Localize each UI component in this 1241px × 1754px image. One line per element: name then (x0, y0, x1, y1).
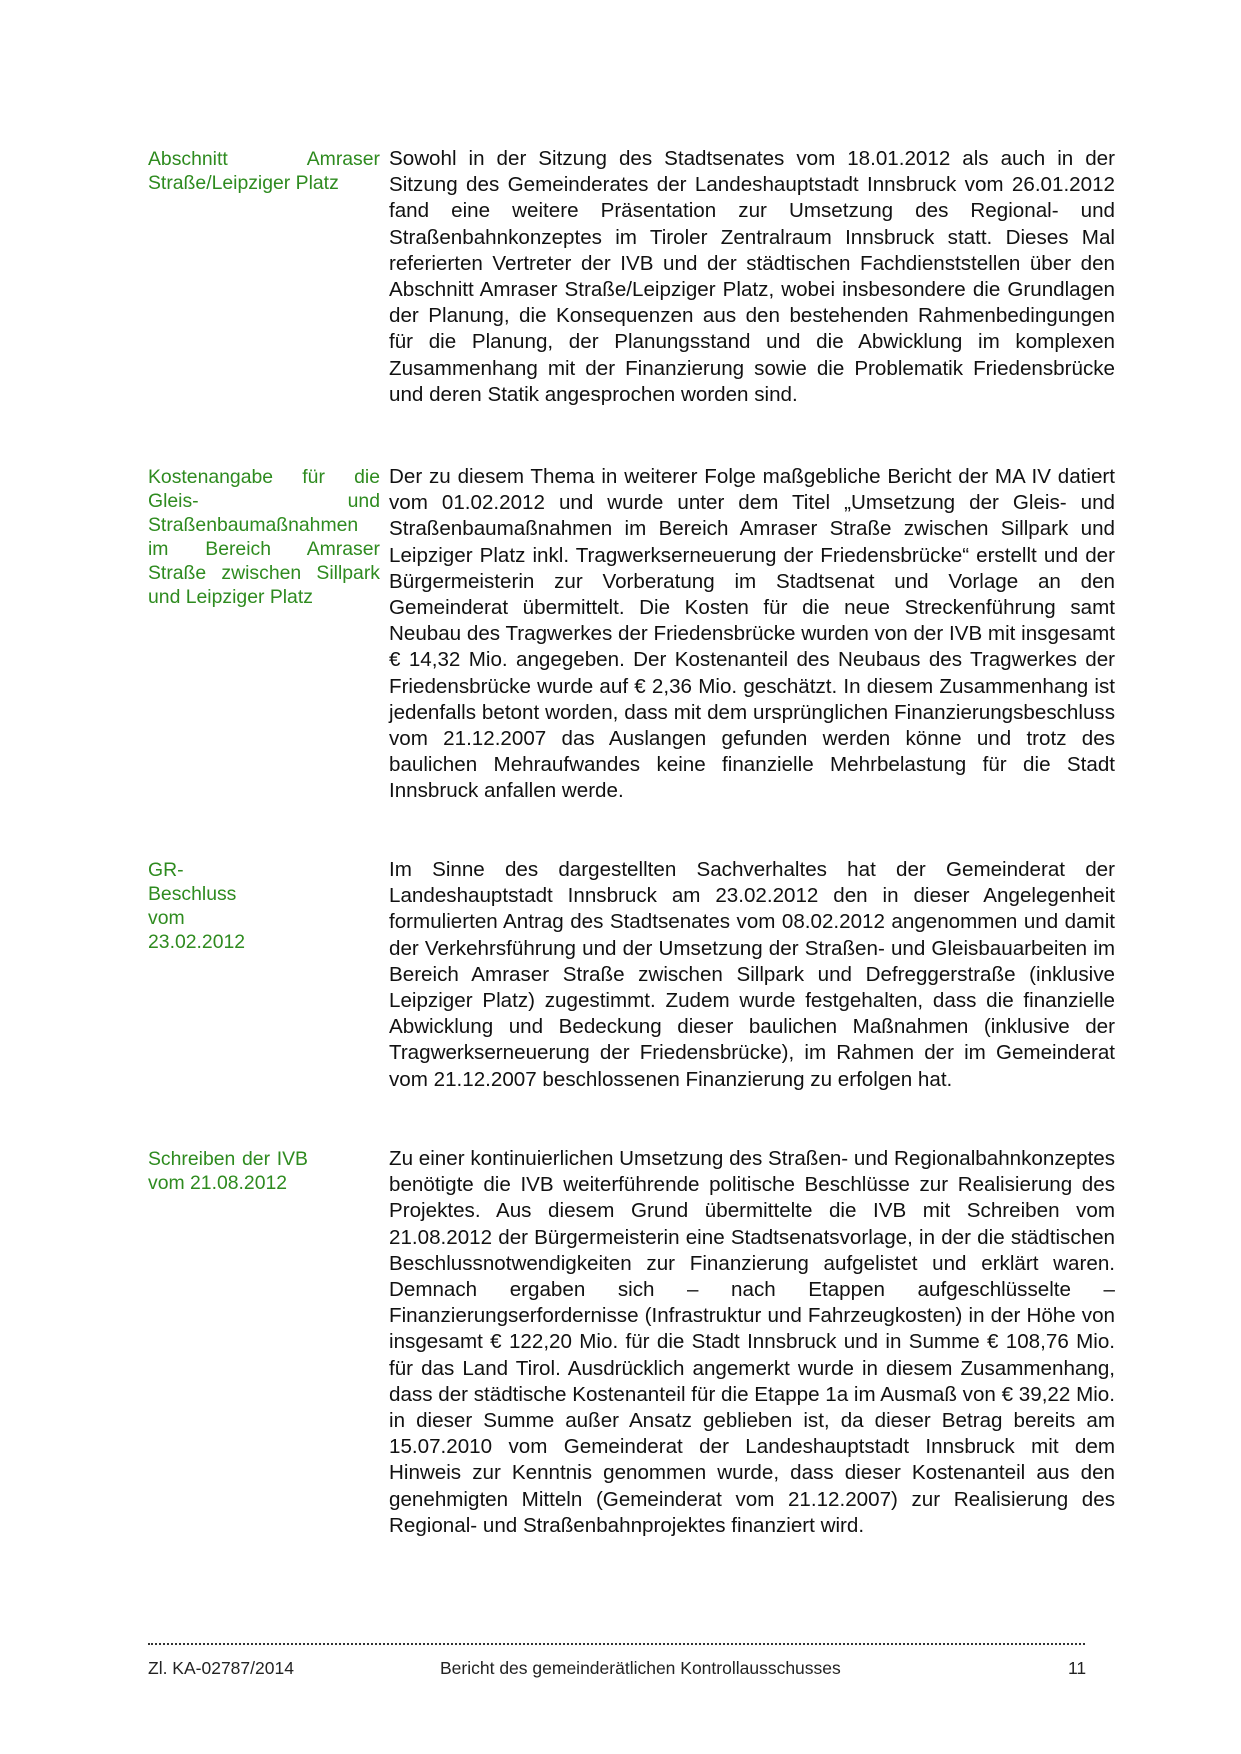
margin-note: Abschnitt Amraser Straße/Leipziger Platz (148, 148, 380, 194)
footer-reference: Zl. KA-02787/2014 (148, 1658, 294, 1678)
body-paragraph: Der zu diesem Thema in weiterer Folge maßgebliche Bericht der MA IV datiert vom 01.02.2012 und wurde unter dem Titel „Umsetzung der Gleis- und Straßenbaumaßnahmen im Bereich Amraser Straße zwischen Sillpark und Leipziger Platz inkl. Tragwerkserneuerung der Friedensbrücke“ erstellt und der Bürgermeisterin zur Vorberatung im Stadtsenat und Vorlage an den Gemeinderat übermittelt. Die Kosten für die neue Streckenführung samt Neubau des Tragwerkes der Friedensbrücke wurden von der IVB mit insgesamt € 14,32 Mio. angegeben. Der Kostenanteil des Neubaus des Tragwerkes der Friedensbrücke wurde auf € 2,36 Mio. geschätzt. In diesem Zusammenhang ist jedenfalls betont worden, dass mit dem ursprünglichen Finanzierungsbeschluss vom 21.12.2007 das Auslangen gefunden werden könne und trotz des baulichen Mehraufwandes keine finanzielle Mehrbelastung für die Stadt Innsbruck anfallen werde. (389, 465, 1115, 803)
body-paragraph: Sowohl in der Sitzung des Stadtsenates vom 18.01.2012 als auch in der Sitzung des Gemeinderates der Landeshauptstadt Innsbruck vom 26.01.2012 fand eine weitere Präsentation zur Umsetzung des Regional- und Straßenbahnkonzeptes im Tiroler Zentralraum Innsbruck statt. Dieses Mal referierten Vertreter der IVB und der städtischen Fachdienststellen über den Abschnitt Amraser Straße/Leipziger Platz, wobei insbesondere die Grundlagen der Planung, die Konsequenzen aus den bestehenden Rahmenbedingungen für die Planung, der Planungsstand und die Abwicklung im komplexen Zusammenhang mit der Finanzierung sowie die Problematik Friedensbrücke und deren Statik angesprochen worden sind. (389, 147, 1115, 406)
body-paragraph: Zu einer kontinuierlichen Umsetzung des Straßen- und Regionalbahnkonzeptes benötigte die IVB weiterführende politische Beschlüsse zur Realisierung des Projektes. Aus diesem Grund übermittelte die IVB mit Schreiben vom 21.08.2012 der Bürgermeisterin eine Stadtsenatsvorlage, in der die städtischen Beschlussnotwendigkeiten zur Finanzierung aufgelistet und erklärt waren. Demnach ergaben sich – nach Etappen aufgeschlüsselte – Finanzierungserfordernisse (Infrastruktur und Fahrzeugkosten) in der Höhe von insgesamt € 122,20 Mio. für die Stadt Innsbruck und in Summe € 108,76 Mio. für das Land Tirol. Ausdrücklich angemerkt wurde in diesem Zusammenhang, dass der städtische Kostenanteil für die Etappe 1a im Ausmaß von € 39,22 Mio. in dieser Summe außer Ansatz geblieben ist, da dieser Betrag bereits am 15.07.2010 vom Gemeinderat der Landeshauptstadt Innsbruck mit dem Hinweis zur Kenntnis genommen wurde, dass dieser Kostenanteil aus den genehmigten Mitteln (Gemeinderat vom 21.12.2007) zur Realisierung des Regional- und Straßenbahnprojektes finanziert wird. (389, 1147, 1115, 1537)
margin-note: Kostenangabe für die Gleis- und Straßenbaumaßnahmen im Bereich Amraser Straße zwischen Sillpark und Leipziger Platz (148, 466, 380, 608)
body-paragraph: Im Sinne des dargestellten Sachverhaltes hat der Gemeinderat der Landeshauptstadt Innsbruck am 23.02.2012 den in dieser Angelegenheit formulierten Antrag des Stadtsenates vom 08.02.2012 angenommen und damit der Verkehrsführung und der Umsetzung der Straßen- und Gleisbauarbeiten im Bereich Amraser Straße zwischen Sillpark und Defreggerstraße (inklusive Leipziger Platz) zugestimmt. Zudem wurde festgehalten, dass die finanzielle Abwicklung und Bedeckung dieser baulichen Maßnahmen (inklusive der Tragwerkserneuerung der Friedensbrücke), im Rahmen der im Gemeinderat vom 21.12.2007 beschlossenen Finanzierung zu erfolgen hat. (389, 858, 1115, 1091)
footer-title: Bericht des gemeinderätlichen Kontrollausschusses (440, 1658, 841, 1678)
margin-note: GR-Beschluss vom 23.02.2012 (148, 859, 246, 953)
footer-divider (148, 1643, 1085, 1645)
margin-note: Schreiben der IVB vom 21.08.2012 (148, 1148, 308, 1194)
page-number: 11 (1068, 1658, 1087, 1678)
